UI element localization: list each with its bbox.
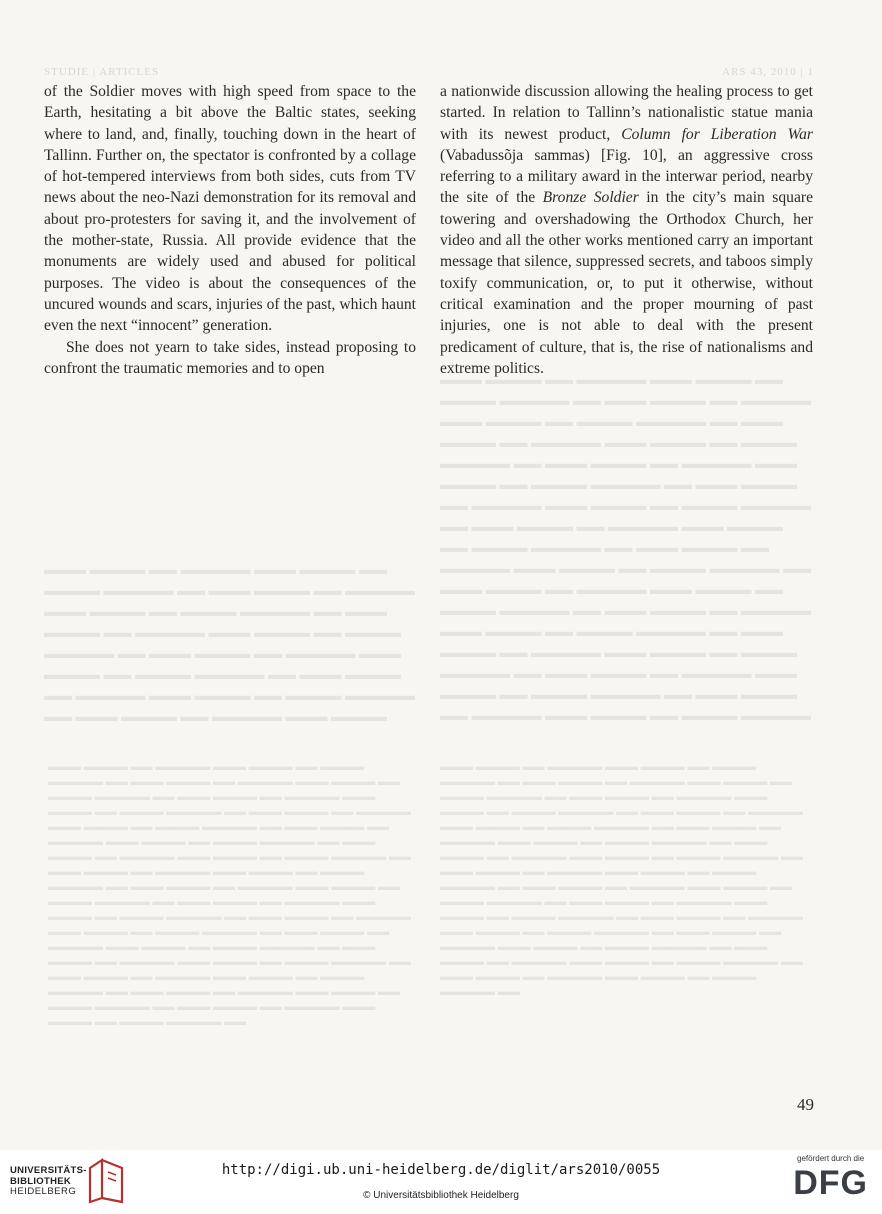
running-header xyxy=(44,66,814,78)
bleed-through-texture: ▬▬▬ ▬▬▬▬ ▬▬ ▬▬▬▬▬ ▬▬▬ ▬▬▬▬ ▬▬ ▬▬▬▬ ▬▬▬▬▬ ▬▬ ▬▬▬ ▬▬▬▬ ▬▬ ▬▬▬▬▬ ▬▬▬ ▬▬▬▬ ▬▬ ▬▬▬▬ ▬▬▬▬▬ ▬▬ ▬▬▬ ▬▬▬▬ ▬▬ ▬▬▬▬▬ ▬▬▬ ▬▬▬▬ ▬▬ ▬▬▬▬ ▬▬▬▬▬ ▬▬ ▬▬▬ ▬▬▬▬ ▬▬ ▬▬▬▬▬ ▬▬▬ ▬▬▬▬ ▬▬ ▬▬▬▬ ▬▬▬▬▬ ▬▬ ▬▬▬ ▬▬▬▬ ▬▬ ▬▬▬▬▬ ▬▬▬ ▬▬▬▬ ▬▬ ▬▬▬▬ ▬▬▬▬▬ ▬▬ ▬▬▬ ▬▬▬▬ ▬▬ ▬▬▬▬▬ ▬▬▬ ▬▬▬▬ ▬▬ ▬▬▬▬ ▬▬▬▬▬ ▬▬ ▬▬▬ ▬▬▬▬ ▬▬ ▬▬▬▬▬ ▬▬▬ ▬▬▬▬ ▬▬ ▬▬▬▬ ▬▬▬▬▬ ▬▬ ▬▬▬ ▬▬▬▬ ▬▬ ▬▬▬▬▬ ▬▬▬ ▬▬▬▬ ▬▬ ▬▬▬▬ ▬▬▬▬▬ ▬▬ ▬▬▬ ▬▬▬▬ ▬▬ ▬▬▬▬▬ ▬▬▬ ▬▬▬▬ ▬▬ ▬▬▬▬ ▬▬▬▬▬ ▬▬ ▬▬▬ ▬▬▬▬ ▬▬ ▬▬▬▬▬ ▬▬▬ ▬▬▬▬ ▬▬ ▬▬▬▬ ▬▬▬▬▬ ▬▬ ▬▬▬ ▬▬▬▬ ▬▬ ▬▬▬▬▬ ▬▬▬ ▬▬▬▬ ▬▬ ▬▬▬▬ ▬▬▬▬▬ ▬▬ ▬▬▬ ▬▬▬▬ ▬▬ ▬▬▬▬▬ ▬▬▬ ▬▬▬▬ ▬▬ ▬▬▬▬ ▬▬▬▬▬ ▬▬ ▬▬▬ ▬▬▬▬ ▬▬ ▬▬▬▬▬ ▬▬▬ ▬▬▬▬ ▬▬ ▬▬▬▬ ▬▬▬▬▬ ▬▬ ▬▬▬ ▬▬▬▬ ▬▬ ▬▬▬▬▬ ▬▬▬ ▬▬▬▬ ▬▬ ▬▬▬▬ ▬▬▬▬▬ ▬▬ ▬▬▬ ▬▬▬▬ ▬▬ ▬▬▬▬▬ ▬▬▬ ▬▬▬▬ ▬▬ ▬▬▬▬ ▬▬▬▬▬ ▬▬ xyxy=(48,761,411,1028)
left-column xyxy=(44,81,416,379)
bleed-through-texture: ▬▬▬ ▬▬▬▬ ▬▬ ▬▬▬▬▬ ▬▬▬ ▬▬▬▬ ▬▬ ▬▬▬▬ ▬▬▬▬▬ ▬▬ ▬▬▬ ▬▬▬▬ ▬▬ ▬▬▬▬▬ ▬▬▬ ▬▬▬▬ ▬▬ ▬▬▬▬ ▬▬▬▬▬ ▬▬ ▬▬▬ ▬▬▬▬ ▬▬ ▬▬▬▬▬ ▬▬▬ ▬▬▬▬ ▬▬ ▬▬▬▬ ▬▬▬▬▬ ▬▬ ▬▬▬ ▬▬▬▬ ▬▬ ▬▬▬▬▬ ▬▬▬ ▬▬▬▬ ▬▬ ▬▬▬▬ ▬▬▬▬▬ ▬▬ ▬▬▬ ▬▬▬▬ ▬▬ ▬▬▬▬▬ ▬▬▬ ▬▬▬▬ ▬▬ ▬▬▬▬ ▬▬▬▬▬ ▬▬ ▬▬▬ ▬▬▬▬ ▬▬ ▬▬▬▬▬ ▬▬▬ ▬▬▬▬ ▬▬ ▬▬▬▬ ▬▬▬▬▬ ▬▬ ▬▬▬ ▬▬▬▬ ▬▬ ▬▬▬▬▬ ▬▬▬ ▬▬▬▬ ▬▬ ▬▬▬▬ ▬▬▬▬▬ ▬▬ ▬▬▬ ▬▬▬▬ ▬▬ ▬▬▬▬▬ ▬▬▬ ▬▬▬▬ ▬▬ ▬▬▬▬ ▬▬▬▬▬ ▬▬ ▬▬▬ ▬▬▬▬ ▬▬ ▬▬▬▬▬ ▬▬▬ ▬▬▬▬ ▬▬ ▬▬▬▬ ▬▬▬▬▬ ▬▬ ▬▬▬ ▬▬▬▬ ▬▬ ▬▬▬▬▬ ▬▬▬ ▬▬▬▬ ▬▬ ▬▬▬▬ ▬▬▬▬▬ ▬▬ ▬▬▬ ▬▬▬▬ ▬▬ ▬▬▬▬▬ ▬▬▬ ▬▬▬▬ ▬▬ ▬▬▬▬ ▬▬▬▬▬ ▬▬ ▬▬▬ ▬▬▬▬ ▬▬ ▬▬▬▬▬ ▬▬▬ ▬▬▬▬ ▬▬ ▬▬▬▬ ▬▬▬▬▬ ▬▬ ▬▬▬ ▬▬▬▬ ▬▬ ▬▬▬▬▬ ▬▬▬ ▬▬▬▬ ▬▬ ▬▬▬▬ ▬▬▬▬▬ ▬▬ xyxy=(440,761,803,998)
artwork-title-bronze-soldier: Bronze Soldier xyxy=(542,189,639,207)
dfg-sponsor[interactable] xyxy=(793,1154,868,1201)
running-header-right: ARS 43, 2010 | 1 xyxy=(722,66,814,78)
running-header-left: STUDIE | ARTICLES xyxy=(44,66,160,78)
bleed-through-texture: ▬▬▬ ▬▬▬▬ ▬▬ ▬▬▬▬▬ ▬▬▬ ▬▬▬▬ ▬▬ ▬▬▬▬ ▬▬▬▬▬ ▬▬ ▬▬▬ ▬▬▬▬ ▬▬ ▬▬▬▬▬ ▬▬▬ ▬▬▬▬ ▬▬ ▬▬▬▬ ▬▬▬▬▬ ▬▬ ▬▬▬ ▬▬▬▬ ▬▬ ▬▬▬▬▬ ▬▬▬ ▬▬▬▬ ▬▬ ▬▬▬▬ ▬▬▬▬▬ ▬▬ ▬▬▬ ▬▬▬▬ ▬▬ ▬▬▬▬▬ ▬▬▬ ▬▬▬▬ ▬▬ ▬▬▬▬ ▬▬▬▬▬ ▬▬ ▬▬▬ ▬▬▬▬ ▬▬ ▬▬▬▬▬ ▬▬▬ ▬▬▬▬ ▬▬ ▬▬▬▬ ▬▬▬▬▬ ▬▬ ▬▬▬ ▬▬▬▬ ▬▬ ▬▬▬▬▬ ▬▬▬ ▬▬▬▬ ▬▬ ▬▬▬▬ ▬▬▬▬▬ ▬▬ ▬▬▬ ▬▬▬▬ ▬▬ ▬▬▬▬▬ ▬▬▬ ▬▬▬▬ ▬▬ ▬▬▬▬ ▬▬▬▬▬ ▬▬ ▬▬▬ ▬▬▬▬ ▬▬ ▬▬▬▬▬ ▬▬▬ ▬▬▬▬ ▬▬ ▬▬▬▬ ▬▬▬▬▬ ▬▬ ▬▬▬ ▬▬▬▬ ▬▬ ▬▬▬▬▬ ▬▬▬ ▬▬▬▬ ▬▬ ▬▬▬▬ ▬▬▬▬▬ ▬▬ ▬▬▬ ▬▬▬▬ ▬▬ ▬▬▬▬▬ ▬▬▬ ▬▬▬▬ ▬▬ ▬▬▬▬ ▬▬▬▬▬ ▬▬ ▬▬▬ ▬▬▬▬ ▬▬ ▬▬▬▬▬ ▬▬▬ ▬▬▬▬ ▬▬ ▬▬▬▬ ▬▬▬▬▬ ▬▬ ▬▬▬ ▬▬▬▬ ▬▬ ▬▬▬▬▬ ▬▬▬ ▬▬▬▬ ▬▬ ▬▬▬▬ ▬▬▬▬▬ xyxy=(440,373,811,720)
left-paragraph-2: She does not yearn to take sides, instead proposing to confront the traumatic memories and to open xyxy=(44,338,416,377)
artwork-title-column-for-liberation-war: Column for Liberation War xyxy=(621,125,813,143)
dfg-logo: DFG xyxy=(793,1164,868,1202)
bleed-through-texture: ▬▬▬ ▬▬▬▬ ▬▬ ▬▬▬▬▬ ▬▬▬ ▬▬▬▬ ▬▬ ▬▬▬▬ ▬▬▬▬▬ ▬▬ ▬▬▬ ▬▬▬▬ ▬▬ ▬▬▬▬▬ ▬▬▬ ▬▬▬▬ ▬▬ ▬▬▬▬ ▬▬▬▬▬ ▬▬ ▬▬▬ ▬▬▬▬ ▬▬ ▬▬▬▬▬ ▬▬▬ ▬▬▬▬ ▬▬ ▬▬▬▬ ▬▬▬▬▬ ▬▬ ▬▬▬ ▬▬▬▬ ▬▬ ▬▬▬▬▬ ▬▬▬ ▬▬▬▬ ▬▬ ▬▬▬▬ ▬▬▬▬▬ ▬▬ ▬▬▬ ▬▬▬▬ ▬▬ ▬▬▬▬▬ ▬▬▬ ▬▬▬▬ ▬▬ ▬▬▬▬ ▬▬▬▬▬ ▬▬ ▬▬▬ ▬▬▬▬ ▬▬ ▬▬▬▬▬ ▬▬▬ ▬▬▬▬ xyxy=(44,563,415,725)
library-name-line-1: UNIVERSITÄTS- xyxy=(10,1165,87,1176)
library-name-line-2: BIBLIOTHEK xyxy=(10,1175,72,1187)
left-paragraph-1: of the Soldier moves with high speed from space to the Earth, hesitating a bit above the Baltic states, seeking where to land, and, finally, touching down in the heart of Tallinn. Further on, the spectator is confronted by a collage of hot-tempered interviews from both sides, cuts from TV news about the neo-Nazi demonstration for its removal and about pro-protesters for saving it, and the involvement of the mother-state, Russia. All provide evidence that the monuments are widely used and abused for political purposes. The video is about the consequences of the uncured wounds and scars, injuries of the past, which haunt even the next “innocent” generation. xyxy=(44,83,416,335)
document-url-link[interactable]: http://digi.ub.uni-heidelberg.de/diglit/ars2010/0055 xyxy=(221,1162,661,1178)
funded-by-caption: gefördert durch die xyxy=(797,1154,865,1163)
page-number: 49 xyxy=(797,1095,814,1114)
copyright-notice: © Universitätsbibliothek Heidelberg xyxy=(363,1190,519,1201)
library-name-line-3: HEIDELBERG xyxy=(10,1186,77,1197)
right-paragraph-1: a nationwide discussion allowing the healing process to get started. In relation to Tallinn’s nationalistic statue mania with its newest product, Column for Liberation War (Vabadussõja sammas) [Fig. 10], an aggressive cross referring to a military award in the interwar period, nearby the site of the Bronze Soldier in the city’s main square towering and overshadowing the Orthodox Church, her video and all the other works mentioned carry an important message that silence, suppressed secrets, and taboos simply toxify communication, or, to put it otherwise, without critical examination and the proper mourning of past injuries, one is not able to deal with the present predicament of culture, that is, the rise of nationalisms and extreme politics. xyxy=(440,83,813,377)
footer-bar xyxy=(0,1150,882,1214)
right-column xyxy=(440,81,813,379)
